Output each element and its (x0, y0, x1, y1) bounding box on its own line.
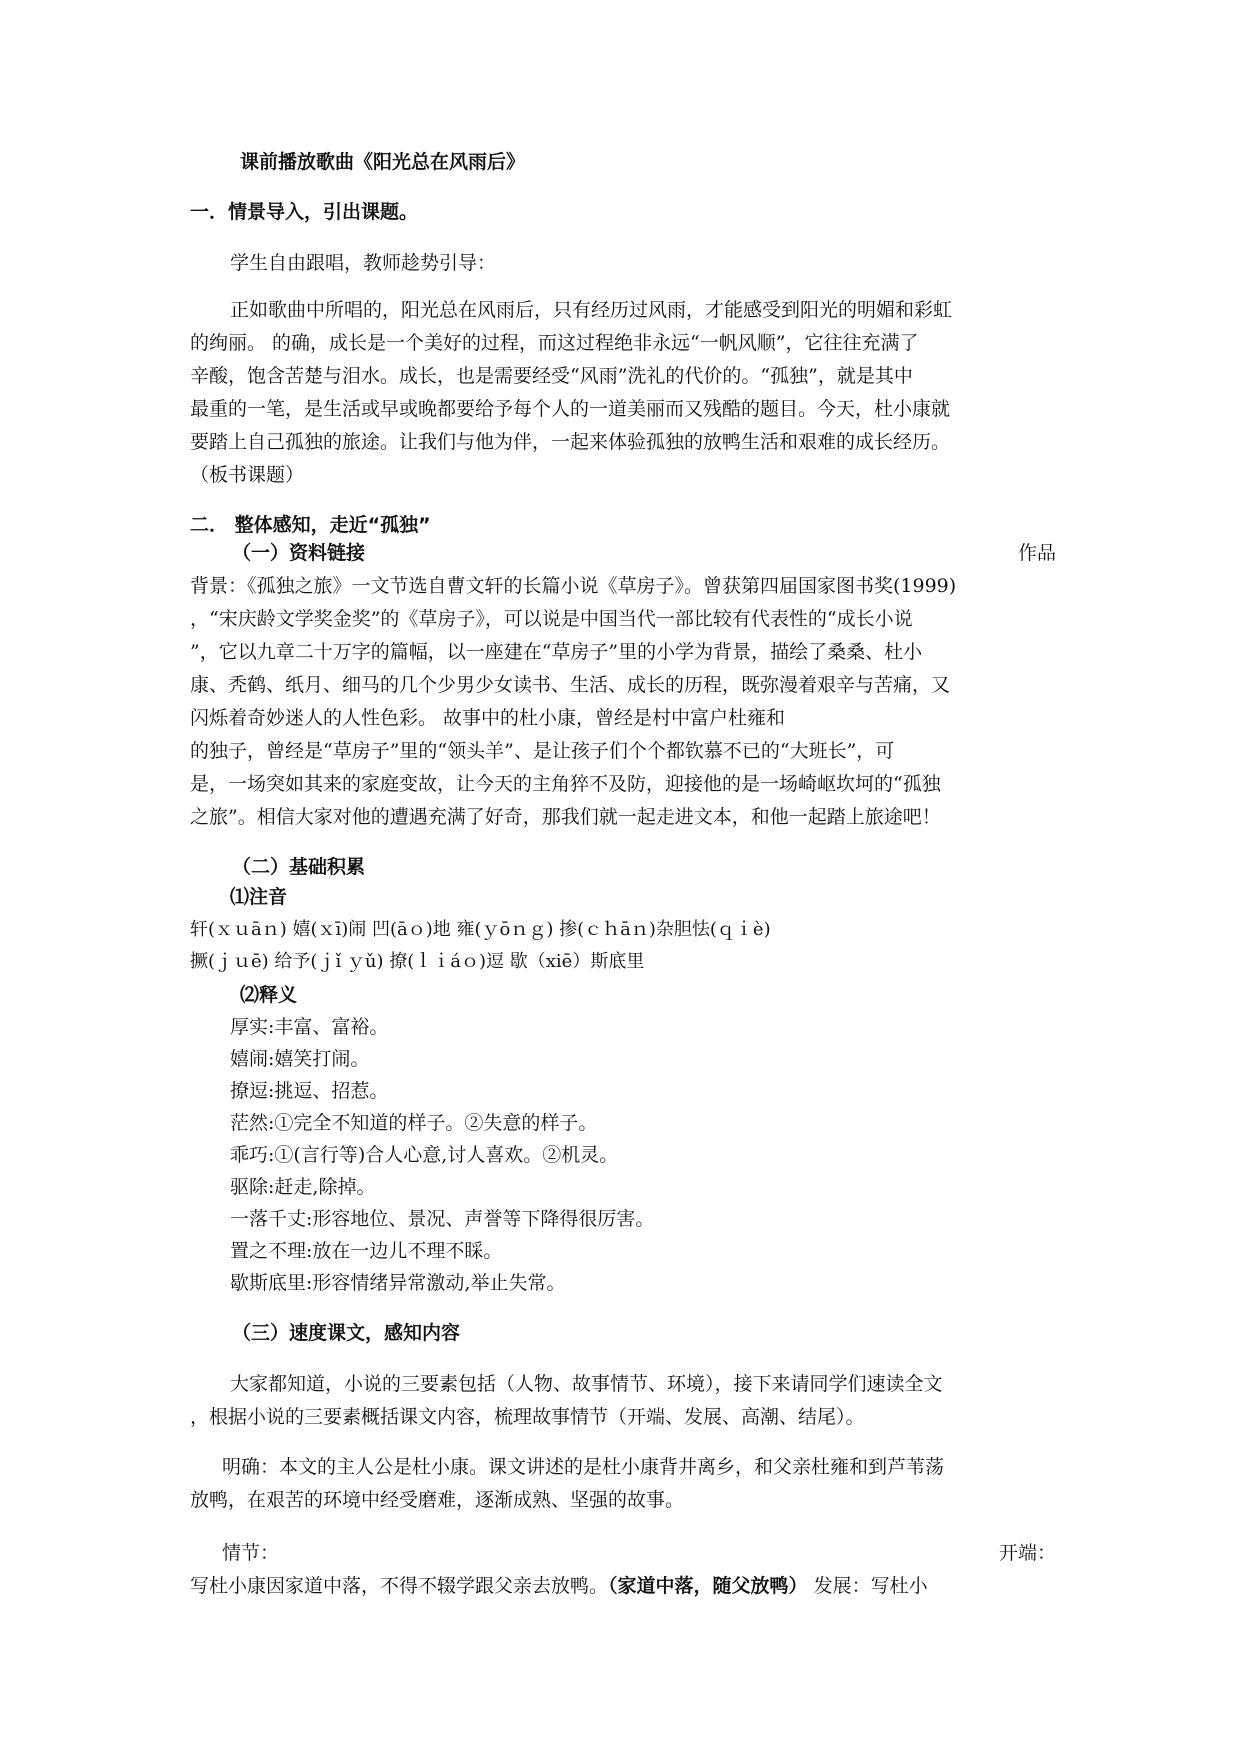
sub2-heading: （二）基础积累 (232, 856, 366, 878)
shiyi-item: 驱除:赶走,除掉。 (230, 1176, 376, 1198)
shiyi-item: 置之不理:放在一边儿不理不睬。 (230, 1240, 503, 1262)
shiyi-item: 一落千丈:形容地位、景况、声誉等下降得很厉害。 (230, 1208, 655, 1230)
section2-heading: 二． 整体感知，走近“孤独” (190, 514, 431, 536)
plot-line (190, 1572, 928, 1600)
zhuyin-heading: ⑴注音 (230, 886, 288, 908)
intro-song-title: 课前播放歌曲《阳光总在风雨后》 (240, 151, 526, 173)
sub1-para-line: ”，它以九章二十万字的篇幅，以一座建在“草房子”里的小学为背景，描绘了桑桑、杜小 (190, 641, 923, 663)
sub1-para-line: 的独子，曾经是“草房子”里的“领头羊”、是让孩子们个个都钦慕不已的“大班长”，可 (190, 740, 895, 762)
shiyi-item: 嬉闹:嬉笑打闹。 (230, 1048, 370, 1070)
shiyi-item: 撩逗:挑逗、招惹。 (230, 1080, 389, 1102)
mingque-line: 明确：本文的主人公是杜小康。课文讲述的是杜小康背井离乡，和父亲杜雍和到芦苇荡 (222, 1456, 945, 1478)
sub1-para-line: 闪烁着奇妙迷人的人性色彩。 故事中的杜小康，曾经是村中富户杜雍和 (190, 707, 786, 729)
sub3-para-line: ，根据小说的三要素概括课文内容，梳理故事情节（开端、发展、高潮、结尾）。 (190, 1406, 865, 1428)
plot-line-bold: （家道中落，随父放鸭） (608, 1575, 808, 1597)
section1-para-line: 的绚丽。 的确，成长是一个美好的过程，而这过程绝非永远“一帆风顺”，它往往充满了 (190, 332, 919, 354)
shiyi-item: 乖巧:①(言行等)合人心意,讨人喜欢。②机灵。 (230, 1144, 619, 1166)
section1-para-line: 辛酸，饱含苦楚与泪水。成长，也是需要经受“风雨”洗礼的代价的。“孤独”，就是其中 (190, 365, 913, 387)
shiyi-item: 厚实:丰富、富裕。 (230, 1016, 389, 1038)
plot-line-continue: 发展：写杜小 (807, 1575, 928, 1597)
zhuyin-line: 撅(ｊｕē) 给予(ｊǐ ｙǔ) 撩(ｌｉáｏ)逗 歇（xiē）斯底里 (190, 951, 645, 972)
sub1-heading: （一）资料链接 (232, 542, 366, 564)
plot-line-text: 写杜小康因家道中落，不得不辍学跟父亲去放鸭。 (190, 1575, 609, 1597)
sub1-para-line: 康、秃鹤、纸月、细马的几个少男少女读书、生活、成长的历程，既弥漫着艰辛与苦痛，又 (190, 674, 951, 696)
shiyi-item: 茫然:①完全不知道的样子。②失意的样子。 (230, 1112, 598, 1134)
shiyi-item: 歇斯底里:形容情绪异常激动,举止失常。 (230, 1272, 566, 1294)
sub3-para-line: 大家都知道，小说的三要素包括（人物、故事情节、环境），接下来请同学们速读全文 (230, 1373, 943, 1395)
plot-label: 情节： (222, 1542, 280, 1564)
zhuyin-line: 轩(ｘｕāｎ) 嬉(ｘī)闹 凹(āｏ)地 雍(ｙōｎｇ) 掺(ｃｈāｎ)杂胆怯(ｑｉè) (190, 919, 771, 940)
sub1-para-line: 之旅”。相信大家对他的遭遇充满了好奇，那我们就一起走进文本，和他一起踏上旅途吧！ (190, 806, 941, 828)
section1-para-line: 最重的一笔，是生活或早或晚都要给予每个人的一道美丽而又残酷的题目。今天，杜小康就 (190, 398, 951, 420)
section1-para-line: 要踏上自己孤独的旅途。让我们与他为伴，一起来体验孤独的放鸭生活和艰难的成长经历。 (190, 431, 951, 453)
sub1-para-line: ，“宋庆龄文学奖金奖”的《草房子》，可以说是中国当代一部比较有代表性的“成长小说 (190, 608, 913, 630)
sub1-para-line: 背景：《孤独之旅》一文节选自曹文轩的长篇小说《草房子》。曾获第四届国家图书奖(1999) (190, 575, 957, 597)
sub3-heading: （三）速度课文，感知内容 (232, 1322, 461, 1344)
section1-heading: 一．情景导入，引出课题。 (190, 201, 419, 223)
sub1-para-line: 是，一场突如其来的家庭变故，让今天的主角猝不及防，迎接他的是一场崎岖坎坷的“孤独 (190, 773, 941, 795)
mingque-line: 放鸭，在艰苦的环境中经受磨难，逐渐成熟、坚强的故事。 (190, 1489, 685, 1511)
section1-para-line: 正如歌曲中所唱的，阳光总在风雨后，只有经历过风雨，才能感受到阳光的明媚和彩虹 (230, 299, 953, 321)
plot-right-label: 开端： (998, 1542, 1056, 1564)
section1-para-line: （板书课题） (190, 464, 305, 486)
sub1-right-text: 作品 (1017, 542, 1056, 564)
shiyi-heading: ⑵释义 (240, 984, 298, 1006)
section1-line1: 学生自由跟唱，教师趁势引导： (230, 252, 497, 274)
